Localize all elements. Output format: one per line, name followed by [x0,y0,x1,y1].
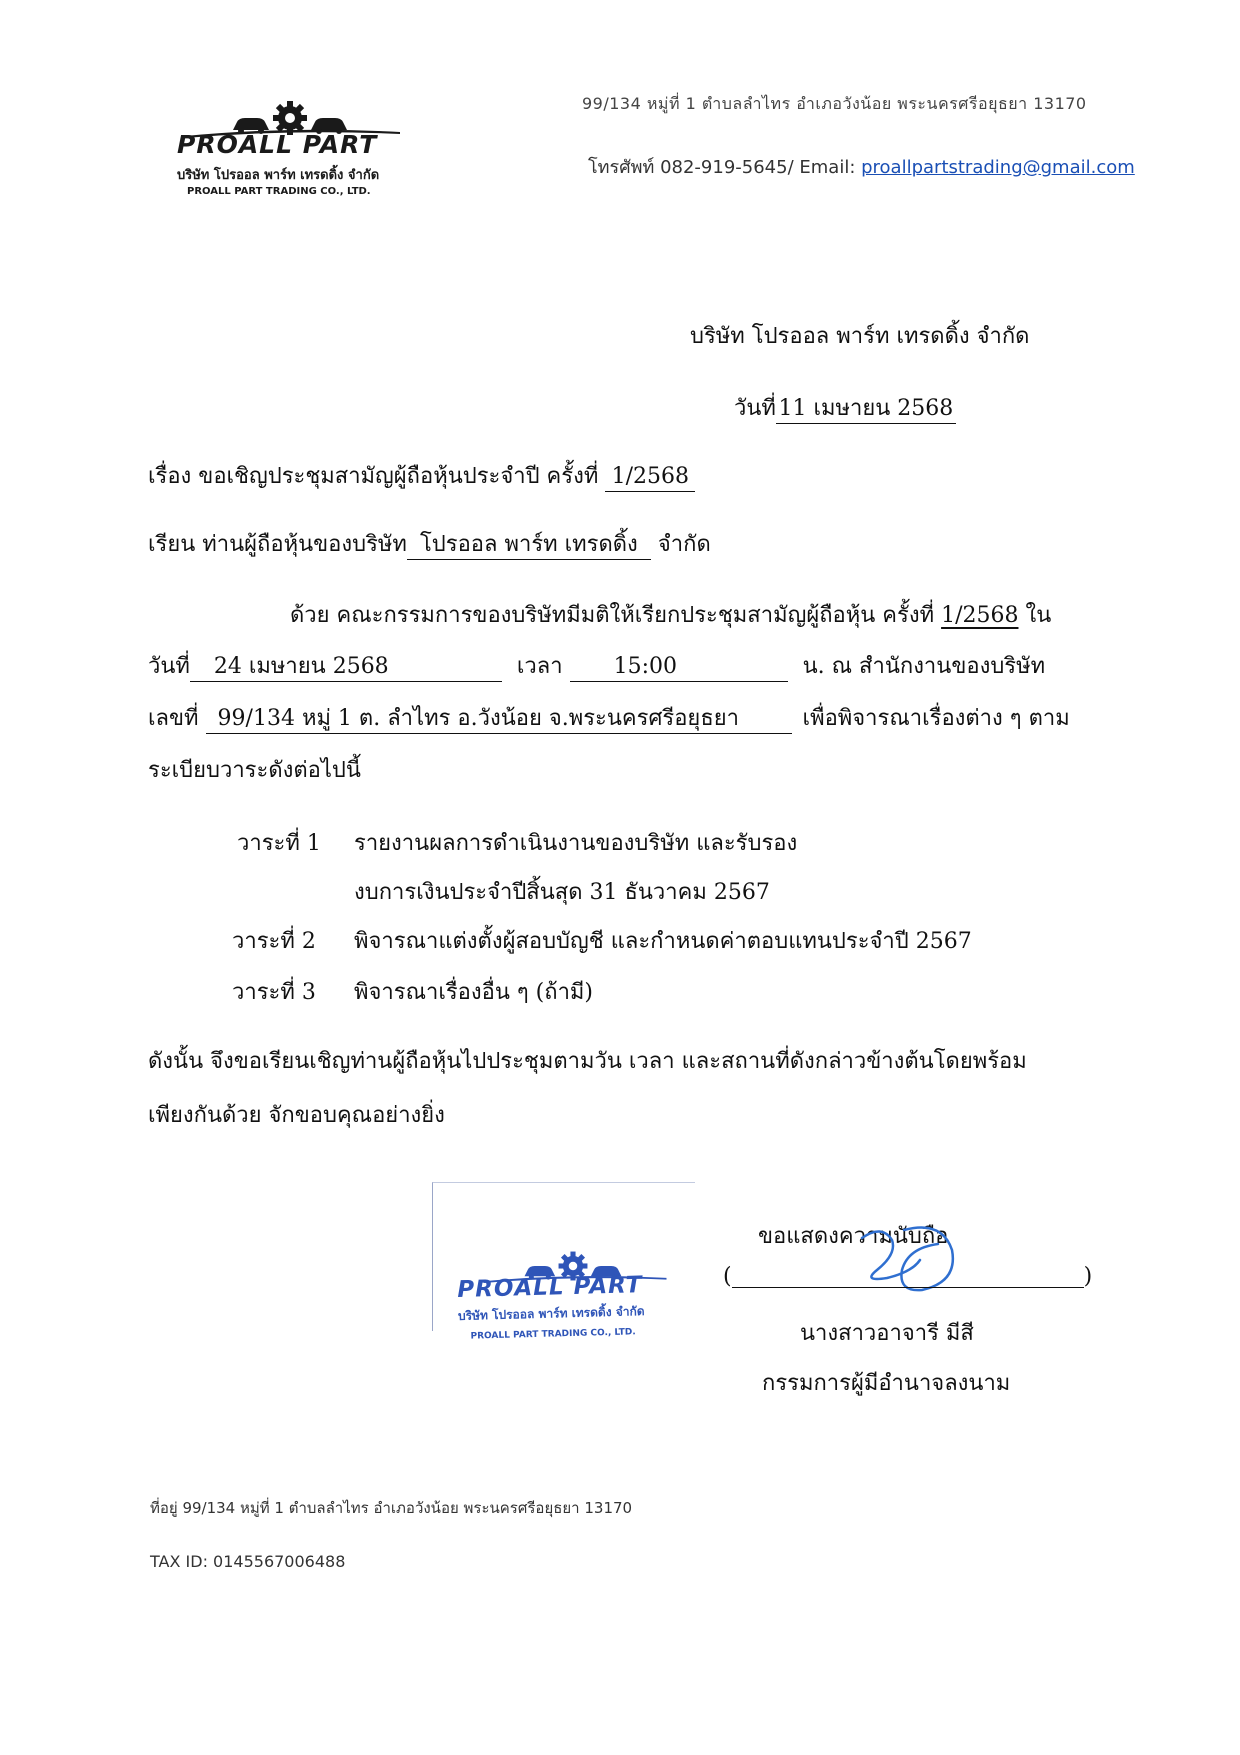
closing-line-1: ดังนั้น จึงขอเรียนเชิญท่านผู้ถือหุ้นไปประชุมตามวัน เวลา และสถานที่ดังกล่าวข้างต้นโดยพร้อม [148,1049,1027,1074]
logo-english-name: PROALL PART TRADING CO., LTD. [187,186,371,197]
email-link[interactable]: proallpartstrading@gmail.com [861,157,1135,178]
agenda-intro: ระเบียบวาระดังต่อไปนี้ [148,758,361,783]
paren-open: ( [723,1264,732,1289]
para-line-2 [148,648,1045,683]
closing-line-2: เพียงกันด้วย จักขอบคุณอย่างยิ่ง [148,1103,445,1128]
stamp-thai-name: บริษัท โปรออล พาร์ท เทรดดิ้ง จำกัด [457,1304,645,1323]
agenda-item-3-line1: พิจารณาเรื่องอื่น ๆ (ถ้ามี) [354,980,594,1005]
letter-to [148,526,711,561]
letter-date [734,390,956,425]
subject-number: 1/2568 [605,463,695,492]
agenda-item-2-label: วาระที่ 2 [232,929,316,954]
date-value: 11 เมษายน 2568 [776,395,956,424]
addr-suffix: เพื่อพิจารณาเรื่องต่าง ๆ ตาม [802,706,1070,731]
para1-suffix: ใน [1025,603,1052,628]
stamp-brand: PROALL PART [457,1272,643,1303]
agenda-item-1-line2: งบการเงินประจำปีสิ้นสุด 31 ธันวาคม 2567 [354,880,770,905]
para1-text: ด้วย คณะกรรมการของบริษัทมีมติให้เรียกประชุมสามัญผู้ถือหุ้น ครั้งที่ [290,603,935,628]
time-value: 15:00 [570,653,788,682]
to-suffix: จำกัด [657,532,711,557]
footer-address: ที่อยู่ 99/134 หมู่ที่ 1 ตำบลลำไทร อำเภอวังน้อย พระนครศรีอยุธยา 13170 [150,1499,633,1517]
signer-name: นางสาวอาจารี มีสี [800,1321,974,1346]
stamp-english-name: PROALL PART TRADING CO., LTD. [470,1327,636,1342]
logo-brand: PROALL PART [177,130,378,159]
signature-respect: ขอแสดงความนับถือ [758,1224,949,1249]
paren-close: ) [1083,1264,1093,1289]
header-contact [588,152,1135,181]
para1-number: 1/2568 [941,603,1019,628]
letter-subject [148,458,695,493]
addr-label: เลขที่ [148,706,199,731]
letter-company: บริษัท โปรออล พาร์ท เทรดดิ้ง จำกัด [690,324,1030,349]
signature-line [723,1264,1092,1289]
header-address: 99/134 หมู่ที่ 1 ตำบลลำไทร อำเภอวังน้อย พระนครศรีอยุธยา 13170 [582,94,1087,113]
date-label: วันที่ [734,396,776,421]
place-intro: น. ณ สำนักงานของบริษัท [802,654,1046,679]
agenda-item-2-line1: พิจารณาแต่งตั้งผู้สอบบัญชี และกำหนดค่าตอบแทนประจำปี 2567 [354,929,972,954]
to-company: โปรออล พาร์ท เทรดดิ้ง [407,531,651,560]
time-label: เวลา [516,654,563,679]
agenda-item-1-label: วาระที่ 1 [237,831,321,856]
para-line-1 [290,597,1051,632]
para-line-3 [148,700,1070,735]
subject-label: เรื่อง ขอเชิญประชุมสามัญผู้ถือหุ้นประจำปี ครั้งที่ [148,464,599,489]
signer-title: กรรมการผู้มีอำนาจลงนาม [762,1371,1011,1396]
footer-tax-id: TAX ID: 0145567006488 [150,1552,346,1571]
agenda-item-1-line1: รายงานผลการดำเนินงานของบริษัท และรับรอง [354,831,798,856]
header-phone: โทรศัพท์ 082-919-5645/ Email: [588,157,862,178]
to-label: เรียน ท่านผู้ถือหุ้นของบริษัท [148,532,407,557]
day-value: 24 เมษายน 2568 [190,653,502,682]
day-label: วันที่ [148,654,190,679]
company-logo [175,98,405,203]
company-stamp [432,1182,695,1342]
logo-thai-name: บริษัท โปรออล พาร์ท เทรดดิ้ง จำกัด [177,168,380,183]
addr-value: 99/134 หมู่ 1 ต. ลำไทร อ.วังน้อย จ.พระนครศรีอยุธยา [206,705,792,734]
agenda-item-3-label: วาระที่ 3 [232,980,316,1005]
